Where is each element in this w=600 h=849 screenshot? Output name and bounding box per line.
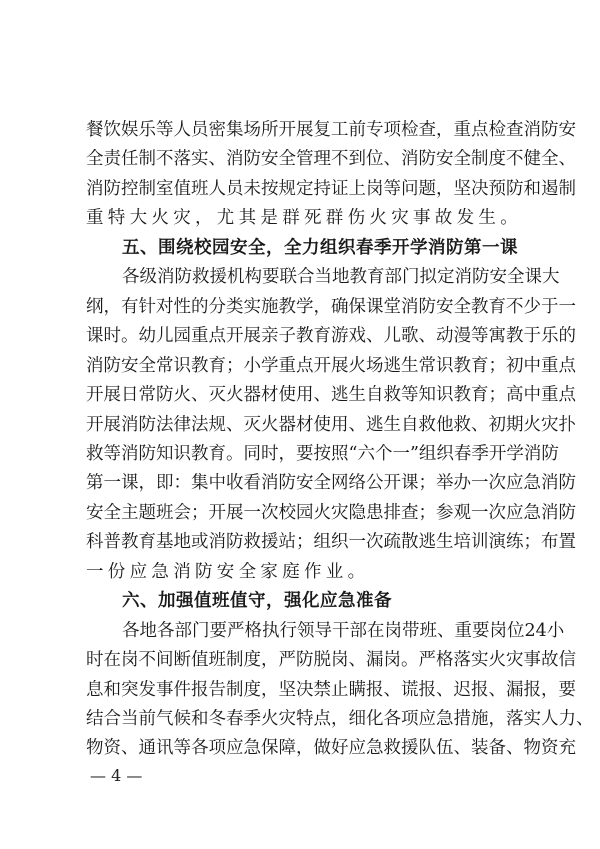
paragraph-line: 息 和 突 发 事 件 报 告 制 度 ， 坚 决 禁 止 瞒 报 、 谎 报 、 迟 报 、 漏 报 ， 要: [86, 679, 576, 700]
paragraph-line: 安 全 主 题 班 会 ； 开 展 一 次 校 园 火 灾 隐 患 排 查 ； 参 观 一 次 应 急 消 防: [86, 502, 576, 523]
paragraph-line: 第 一 课 ， 即 ： 集 中 收 看 消 防 安 全 网 络 公 开 课 ； 举 办 一 次 应 急 消 防: [86, 473, 576, 494]
paragraph-line: 开 展 日 常 防 火 、 灭 火 器 材 使 用 、 逃 生 自 救 等 知 识 教 育 ； 高 中 重 点: [86, 385, 576, 406]
paragraph-line: 一份应急消防安全家庭作业。: [86, 561, 370, 582]
section-heading: 五、围绕校园安全，全力组织春季开学消防第一课: [122, 237, 518, 258]
paragraph-line: 救 等 消 防 知 识 教 育 。 同 时 ， 要 按 照 “ 六 个 一 ” 组 织 春 季 开 学 消 防: [86, 443, 559, 464]
paragraph-line: 时 在 岗 不 间 断 值 班 制 度 ， 严 防 脱 岗 、 漏 岗 。 严 格 落 实 火 灾 事 故 信: [86, 650, 576, 671]
paragraph-line: 全 责 任 制 不 落 实 、 消 防 安 全 管 理 不 到 位 、 消 防 安 全 制 度 不 健 全 、: [86, 149, 576, 170]
paragraph-line: 餐 饮 娱 乐 等 人 员 密 集 场 所 开 展 复 工 前 专 项 检 查 ， 重 点 检 查 消 防 安: [86, 120, 576, 140]
paragraph-first-line: 各 地 各 部 门 要 严 格 执 行 领 导 干 部 在 岗 带 班 、 重 要 岗 位 24 小: [122, 620, 565, 641]
paragraph-first-line: 各 级 消 防 救 援 机 构 要 联 合 当 地 教 育 部 门 拟 定 消 防 安 全 课 大: [122, 267, 560, 288]
paragraph-line: 重特大火灾，尤其是群死群伤火灾事故发生。: [86, 208, 522, 229]
section-heading: 六、加强值班值守，强化应急准备: [122, 591, 392, 612]
paragraph-line: 科 普 教 育 基 地 或 消 防 救 援 站 ； 组 织 一 次 疏 散 逃 生 培 训 演 练 ； 布 置: [86, 532, 576, 553]
page-number: — 4 —: [90, 766, 143, 785]
paragraph-line: 纲 ， 有 针 对 性 的 分 类 实 施 教 学 ， 确 保 课 堂 消 防 安 全 教 育 不 少 于 一: [86, 296, 576, 317]
paragraph-line: 消 防 安 全 常 识 教 育 ； 小 学 重 点 开 展 火 场 逃 生 常 识 教 育 ； 初 中 重 点: [86, 355, 576, 376]
paragraph-line: 课 时 。 幼 儿 园 重 点 开 展 亲 子 教 育 游 戏 、 儿 歌 、 动 漫 等 寓 教 于 乐 的: [86, 326, 576, 347]
paragraph-line: 物 资 、 通 讯 等 各 项 应 急 保 障 ， 做 好 应 急 救 援 队 伍 、 装 备 、 物 资 充: [86, 738, 576, 759]
paragraph-line: 结 合 当 前 气 候 和 冬 春 季 火 灾 特 点 ， 细 化 各 项 应 急 措 施 ， 落 实 人 力 、: [86, 709, 594, 729]
paragraph-line: 消 防 控 制 室 值 班 人 员 未 按 规 定 持 证 上 岗 等 问 题 ， 坚 决 预 防 和 遏 制: [86, 178, 576, 199]
paragraph-line: 开 展 消 防 法 律 法 规 、 灭 火 器 材 使 用 、 逃 生 自 救 他 救 、 初 期 火 灾 扑: [86, 414, 576, 435]
